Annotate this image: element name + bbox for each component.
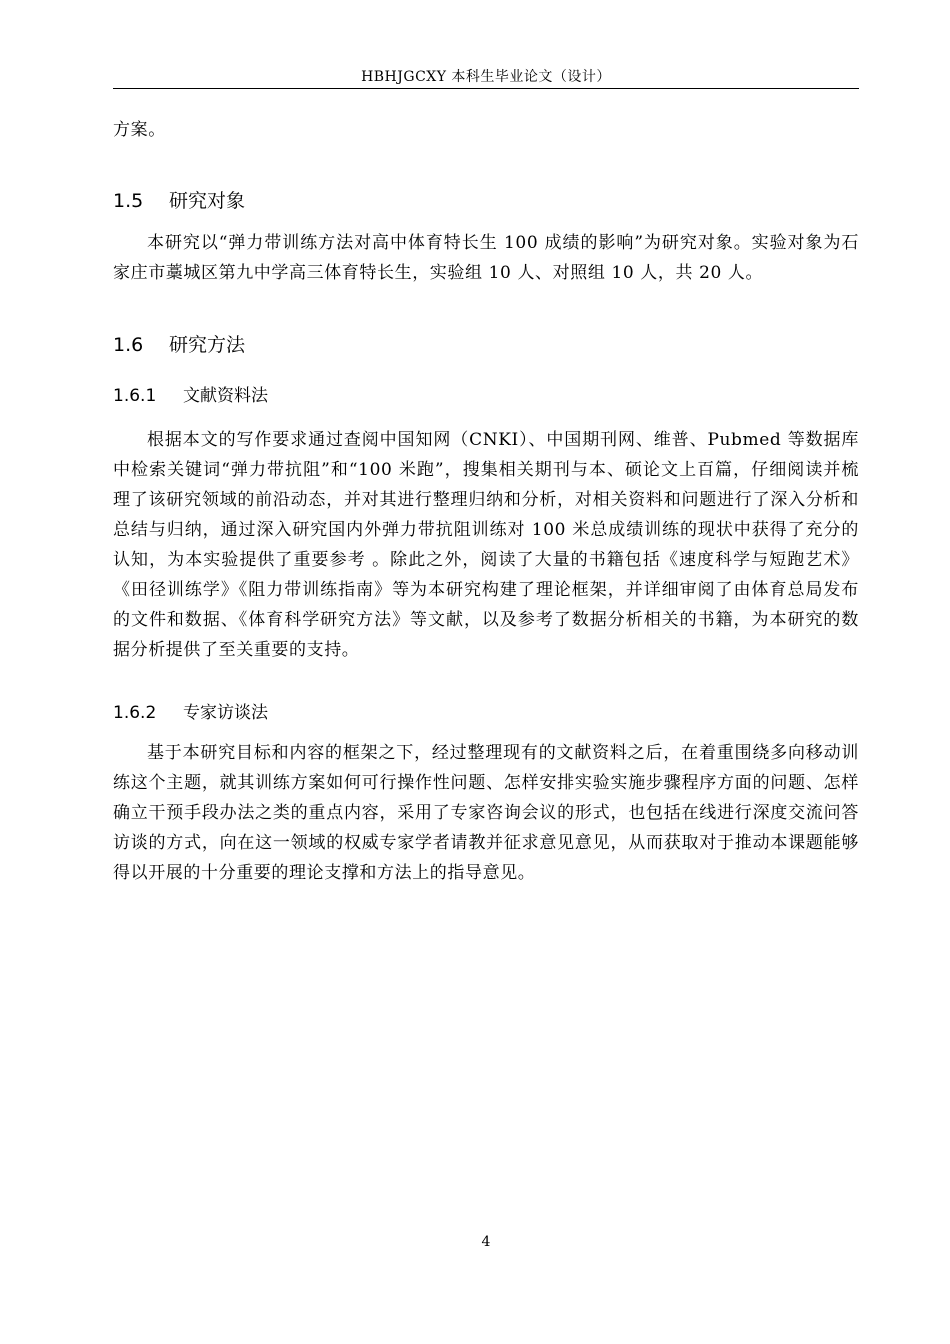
subsection-heading-1-6-1 [113, 383, 859, 409]
section-title: 文献资料法 [183, 386, 268, 406]
section-title: 专家访谈法 [183, 703, 268, 723]
paragraph-literature-method: 根据本文的写作要求通过查阅中国知网（CNKI）、中国期刊网、维普、Pubmed 等数据库中检索关键词“弹力带抗阻”和“100 米跑”，搜集相关期刊与本、硕论文上百篇，仔细阅读并梳理了该研究领域的前沿动态，并对其进行整理归纳和分析，对相关资料和问题进行了深入分析和总结与归纳，通过深入研究国内外弹力带抗阻训练对 100 米总成绩训练的现状中获得了充分的认知，为本实验提供了重要参考 。除此之外，阅读了大量的书籍包括《速度科学与短跑艺术》《田径训练学》《阻力带训练指南》等为本研究构建了理论框架，并详细审阅了由体育总局发布的文件和数据、《体育科学研究方法》等文献，以及参考了数据分析相关的书籍，为本研究的数据分析提供了至关重要的支持。 [113, 430, 859, 660]
page-number: 4 [481, 1234, 491, 1250]
paragraph-expert-interview: 基于本研究目标和内容的框架之下，经过整理现有的文献资料之后，在着重围绕多向移动训练这个主题，就其训练方案如何可行操作性问题、怎样安排实验实施步骤程序方面的问题、怎样确立干预手段办法之类的重点内容，采用了专家咨询会议的形式，也包括在线进行深度交流问答访谈的方式，向在这一领域的权威专家学者请教并征求意见意见，从而获取对于推动本课题能够得以开展的十分重要的理论支撑和方法上的指导意见。 [113, 743, 859, 883]
header-divider [113, 88, 859, 89]
section-heading-1-5 [113, 187, 859, 215]
continuation-text: 方案。 [113, 120, 166, 140]
page-header: HBHJGCXY 本科生毕业论文（设计） [361, 69, 611, 85]
section-title: 研究方法 [169, 334, 246, 356]
section-number: 1.6.2 [113, 703, 157, 723]
section-number: 1.6 [113, 334, 144, 356]
section-number: 1.5 [113, 190, 144, 212]
section-title: 研究对象 [169, 190, 246, 212]
subsection-heading-1-6-2 [113, 700, 859, 726]
paragraph-research-object: 本研究以“弹力带训练方法对高中体育特长生 100 成绩的影响”为研究对象。实验对象为石家庄市藁城区第九中学高三体育特长生，实验组 10 人、对照组 10 人，共 20 人。 [113, 233, 859, 283]
section-heading-1-6 [113, 331, 859, 359]
section-number: 1.6.1 [113, 386, 157, 406]
